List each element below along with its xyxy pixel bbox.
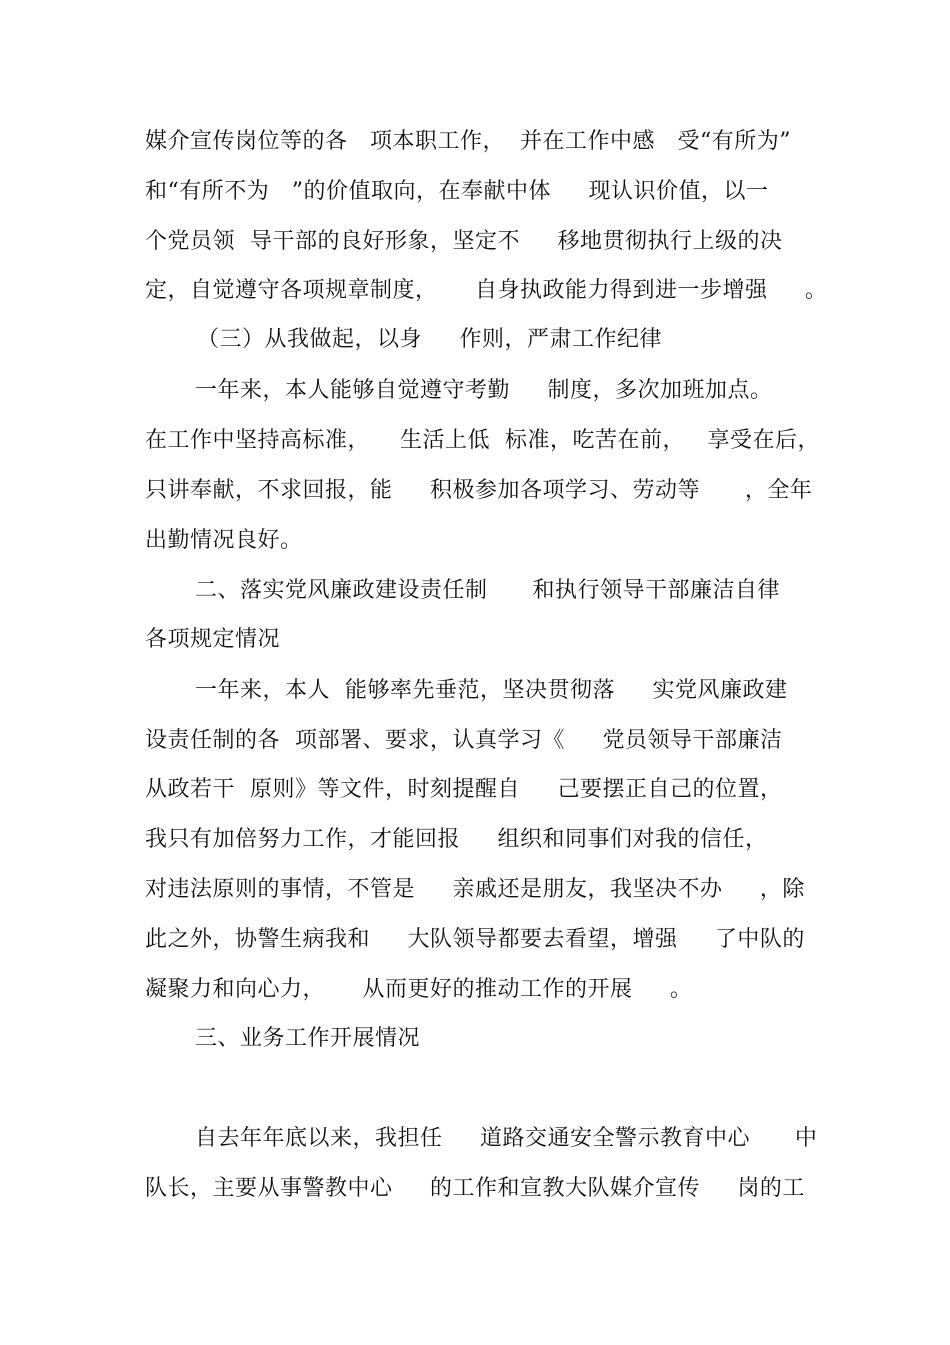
- body-text-line: 从政若干 原则》等文件，时刻提醒自 己要摆正自己的位置，: [145, 777, 783, 802]
- body-text-line: 对违法原则的事情，不管是 亲戚还是朋友，我坚决不办 ，除: [145, 877, 805, 902]
- paragraph-first-line: 一年来，本人能够自觉遵守考勤 制度，多次加班加点。: [195, 378, 773, 403]
- paragraph-first-line: 自去年年底以来，我担任 道路交通安全警示教育中心 中: [195, 1126, 818, 1151]
- body-text-line: 队长，主要从事警教中心 的工作和宣教大队媒介宣传 岗的工: [145, 1176, 805, 1201]
- body-text-line: 凝聚力和向心力， 从而更好的推动工作的开展 。: [145, 977, 693, 1002]
- body-text-line: 此之外，协警生病我和 大队领导都要去看望，增强 了中队的: [145, 927, 805, 952]
- body-text-line: 只讲奉献，不求回报，能 积极参加各项学习、劳动等 ，全年: [145, 478, 813, 503]
- body-text-line: 出勤情况良好。: [145, 528, 303, 553]
- body-text-line: 在工作中坚持高标准， 生活上低 标准，吃苦在前， 享受在后，: [145, 428, 820, 453]
- body-text-line: 定，自觉遵守各项规章制度， 自身执政能力得到进一步增强 。: [145, 278, 828, 303]
- section-heading: 三、业务工作开展情况: [195, 1026, 421, 1051]
- section-heading: 二、落实党风廉政建设责任制 和执行领导干部廉洁自律: [195, 578, 780, 603]
- body-text-line: 设责任制的各 项部署、要求，认真学习《 党员领导干部廉洁: [145, 728, 783, 753]
- subsection-heading: （三）从我做起，以身 作则，严肃工作纪律: [197, 327, 662, 352]
- body-text-line: 我只有加倍努力工作，才能回报 组织和同事们对我的信任，: [145, 827, 768, 852]
- body-text-line: 个党员领 导干部的良好形象，坚定不 移地贯彻执行上级的决: [145, 229, 783, 254]
- section-heading-continued: 各项规定情况: [145, 627, 281, 652]
- body-text-line: 媒介宣传岗位等的各 项本职工作， 并在工作中感 受“有所为”: [145, 129, 791, 154]
- paragraph-first-line: 一年来，本人 能够率先垂范，坚决贯彻落 实党风廉政建: [195, 678, 788, 703]
- body-text-line: 和“有所不为 ”的价值取向，在奉献中体 现认识价值，以一: [145, 179, 769, 204]
